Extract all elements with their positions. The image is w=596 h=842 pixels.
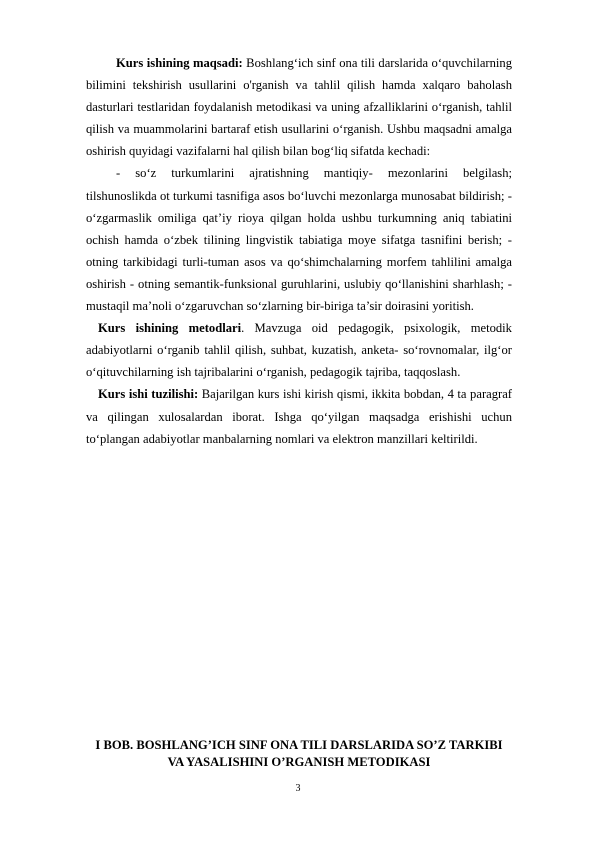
methods-label: Kurs ishining metodlari — [98, 321, 242, 336]
goal-paragraph — [86, 52, 512, 162]
goal-text: Boshlang‘ich sinf ona tili darslarida o‘quvchilarning bilimini tekshirish usullarini o'rganish va tahlil qilish hamda xalqaro baholash dasturlari testlaridan foydalanish metodikasi va uning afzalliklarini o‘rganish, tahlil qilish va muammolarini bartaraf etish usullarini o‘rganish. Ushbu maqsadni amalga oshirish quyidagi vazifalarni hal qilish bilan bog‘liq sifatda kechadi: — [86, 56, 512, 159]
structure-text: Bajarilgan kurs ishi kirish qismi, ikkita bobdan, 4 ta paragraf va qilingan xulosalardan iborat. Ishga qo‘yilgan maqsadga erishishi uchun to‘plangan adabiyotlar manbalarning nomlari va elektron manzillari keltirildi. — [86, 387, 512, 446]
tasks-paragraph: - so‘z turkumlarini ajratishning mantiqiy- mezonlarini belgilash; tilshunoslikda ot turkumi tasnifiga asos bo‘luvchi mezonlarga munosabat bildirish; - o‘zgarmaslik omiliga qat’iy rioya qilgan holda ushbu turkumning aniq tabiatini ochish hamda o‘zbek tilining lingvistik tabiatiga moye sifatga tasnifini berish; - otning tarkibidagi turli-tuman asos va qo‘shimchalarning morfem tahlilini amalga oshirish - otning semantik-funksional guruhlarini, uslubiy qo‘llanishini sharhlash; - mustaqil ma’noli o‘zgaruvchan so‘zlarning bir-biriga ta’sir doirasini yoritish. — [86, 166, 512, 314]
structure-label: Kurs ishi tuzilishi: — [98, 387, 199, 402]
chapter-title-line1: I BOB. BOSHLANG’ICH SINF ONA TILI DARSLARIDA SO’Z TARKIBI — [95, 738, 503, 752]
document-body — [86, 52, 512, 450]
goal-label: Kurs ishining maqsadi: — [116, 56, 243, 70]
page-number: 3 — [295, 783, 301, 794]
methods-text: . Mavzuga oid pedagogik, psixologik, metodik adabiyotlarni o‘rganib tahlil qilish, suhbat, kuzatish, anketa- so‘rovnomalar, ilg‘or o‘qituvchilarning ish tajribalarini o‘rganish, pedagogik tajriba, taqqoslash. — [86, 321, 512, 380]
chapter-title-line2: VA YASALISHINI O’RGANISH METODIKASI — [167, 755, 431, 769]
structure-paragraph — [86, 383, 512, 449]
methods-paragraph — [86, 317, 512, 383]
chapter-title — [86, 737, 512, 771]
